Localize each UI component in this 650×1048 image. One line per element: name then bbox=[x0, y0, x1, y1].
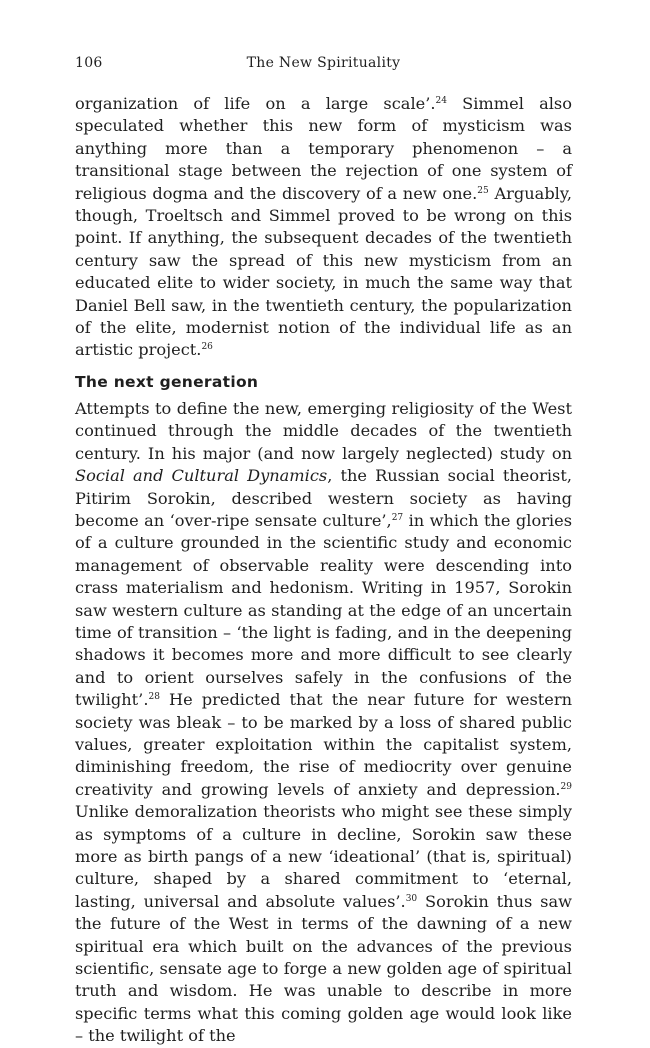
footnote-ref-27: 27 bbox=[391, 512, 404, 523]
page-number: 106 bbox=[75, 55, 103, 71]
footnote-ref-30: 30 bbox=[405, 893, 418, 904]
text-run: Sorokin thus saw the future of the West in terms of the dawning of a new spiritual era which built on the advances of the previous scientific, sensate age to forge a new golden age of spiritual truth and wisdom. He was unable to describe in more specific terms what this coming golden age would look like – the twilight of the bbox=[75, 891, 572, 1046]
book-title: Social and Cultural Dynamics bbox=[75, 466, 328, 486]
text-run: He predicted that the near future for western society was bleak – to be marked by a loss of shared public values, greater exploitation within the capitalist system, diminishing freedom, the rise of mediocrity over genuine creativity and growing levels of anxiety and depression. bbox=[75, 690, 572, 799]
section-heading: The next generation bbox=[75, 372, 259, 391]
text-run: Arguably, though, Troeltsch and Simmel proved to be wrong on this point. If anything, the subsequent decades of the twentieth century saw the spread of this new mysticism from an educated elite to wider society, in much the same way that Daniel Bell saw, in the twentieth century, the popularization of the elite, modernist notion of the individual life as an artistic project. bbox=[75, 183, 572, 360]
footnote-ref-25: 25 bbox=[477, 185, 489, 196]
footnote-ref-24: 24 bbox=[435, 96, 447, 106]
page-body bbox=[75, 93, 572, 1048]
text-run: in which the glories of a culture grounded in the scientific study and economic management of observable reality were descending into crass materialism and hedonism. Writing in 1957, Sorokin saw western culture as standing at the edge of an uncertain time of transition – ‘the light is fading, and in the deepening shadows it becomes more and more difficult to see clearly and to orient ourselves safely in the confusions of the twilight’. bbox=[75, 510, 572, 710]
footnote-ref-29: 29 bbox=[560, 781, 572, 792]
text-run: , the Russian social theorist, Pitirim Sorokin, described western society as having become an ‘over-ripe sensate culture’, bbox=[75, 466, 572, 530]
paragraph-1 bbox=[75, 93, 572, 362]
text-run: Simmel also speculated whether this new form of mysticism was anything more than a temporary phenomenon – a transitional stage between the rejection of one system of religious dogma and the discovery of a new one. bbox=[75, 94, 572, 203]
page-header bbox=[75, 55, 572, 75]
footnote-ref-26: 26 bbox=[201, 342, 213, 353]
paragraph-2 bbox=[75, 398, 572, 1048]
footnote-ref-28: 28 bbox=[148, 692, 160, 703]
running-title: The New Spirituality bbox=[246, 55, 401, 71]
text-run: Unlike demoralization theorists who might see these simply as symptoms of a culture in decline, Sorokin saw these more as birth pangs of a new ‘ideational’ (that is, spiritual) culture, shaped by a shared commitment to ‘eternal, lasting, universal and absolute values’. bbox=[75, 802, 572, 911]
text-run: organization of life on a large scale’. bbox=[75, 94, 436, 113]
text-run: Attempts to define the new, emerging religiosity of the West continued through the middle decades of the twentieth century. In his major (and now largely neglected) study on bbox=[75, 398, 572, 463]
